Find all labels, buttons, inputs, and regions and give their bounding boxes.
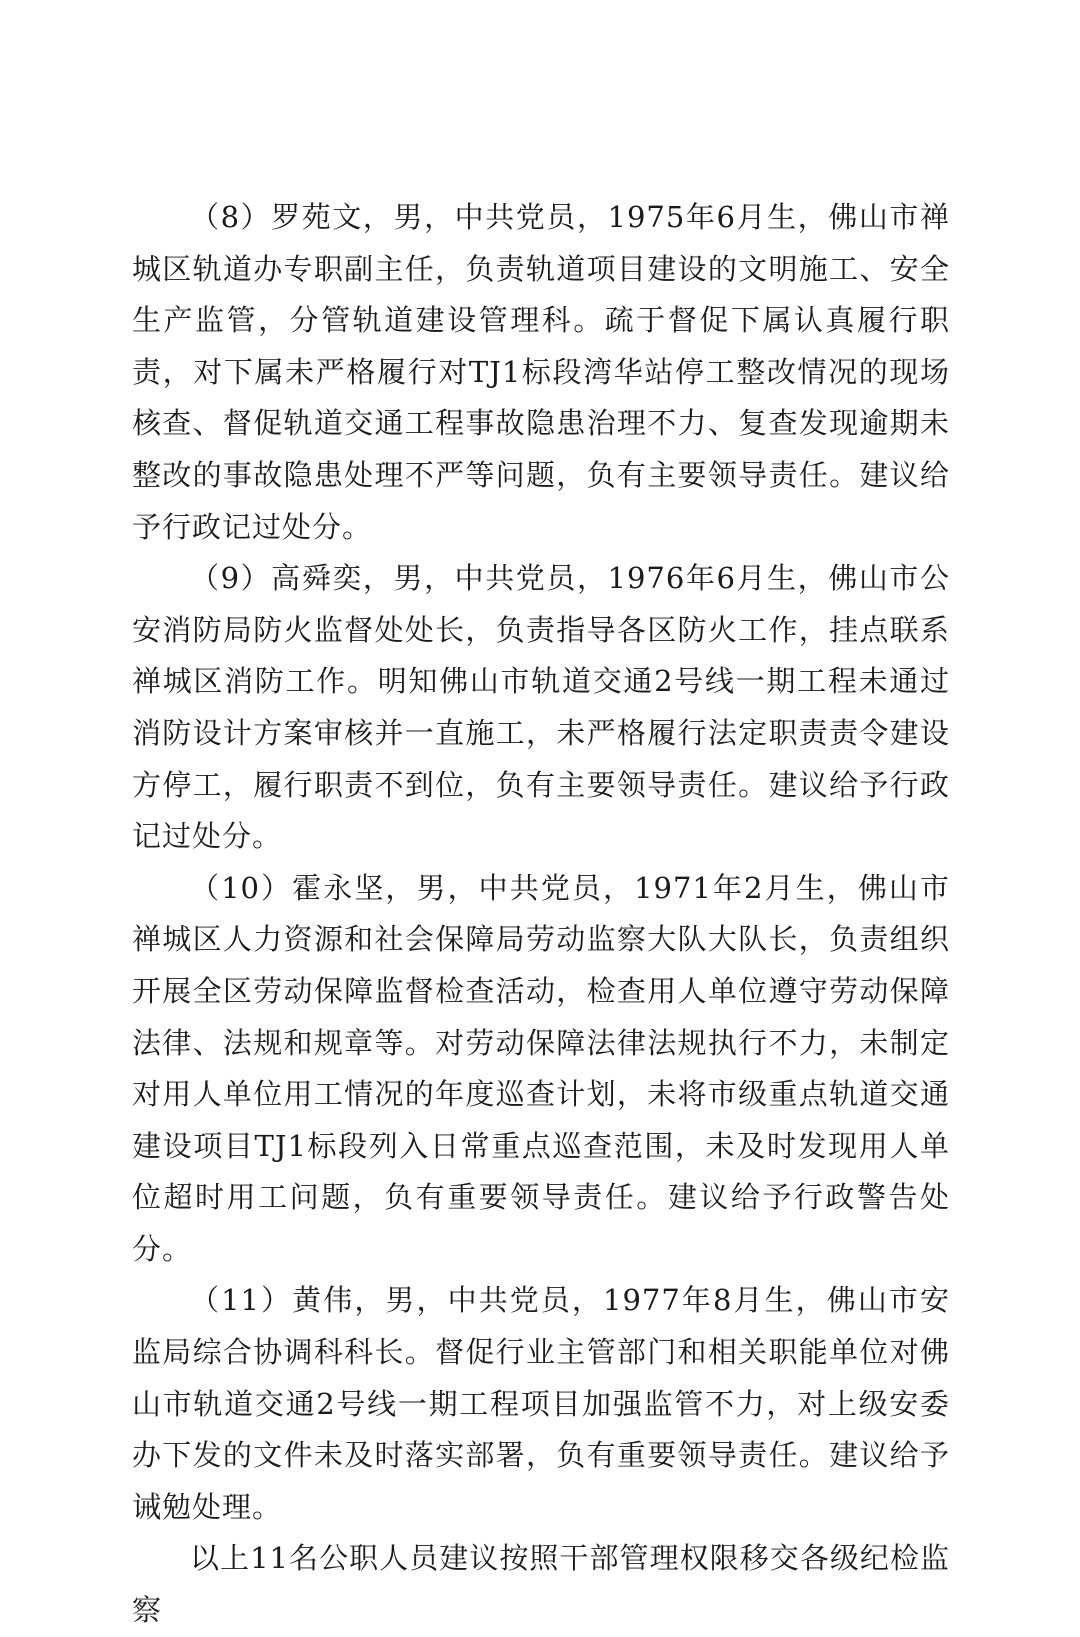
- paragraph-11: （11）黄伟，男，中共党员，1977年8月生，佛山市安监局综合协调科科长。督促行业主管部门和相关职能单位对佛山市轨道交通2号线一期工程项目加强监管不力，对上级安委办下发的文件未及时落实部署，负有重要领导责任。建议给予诫勉处理。: [132, 1283, 950, 1524]
- document-body: [132, 192, 950, 1637]
- paragraph-8: （8）罗苑文，男，中共党员，1975年6月生，佛山市禅城区轨道办专职副主任，负责轨道项目建设的文明施工、安全生产监管，分管轨道建设管理科。疏于督促下属认真履行职责，对下属未严格履行对TJ1标段湾华站停工整改情况的现场核查、督促轨道交通工程事故隐患治理不力、复查发现逾期未整改的事故隐患处理不严等问题，负有主要领导责任。建议给予行政记过处分。: [132, 200, 950, 544]
- paragraph-9: （9）高舜奕，男，中共党员，1976年6月生，佛山市公安消防局防火监督处处长，负责指导各区防火工作，挂点联系禅城区消防工作。明知佛山市轨道交通2号线一期工程未通过消防设计方案审核并一直施工，未严格履行法定职责责令建设方停工，履行职责不到位，负有主要领导责任。建议给予行政记过处分。: [132, 561, 950, 854]
- paragraph-10: （10）霍永坚，男，中共党员，1971年2月生，佛山市禅城区人力资源和社会保障局劳动监察大队大队长，负责组织开展全区劳动保障监督检查活动，检查用人单位遵守劳动保障法律、法规和规章等。对劳动保障法律法规执行不力，未制定对用人单位用工情况的年度巡查计划，未将市级重点轨道交通建设项目TJ1标段列入日常重点巡查范围，未及时发现用人单位超时用工问题，负有重要领导责任。建议给予行政警告处分。: [132, 870, 950, 1266]
- paragraph-summary: 以上11名公职人员建议按照干部管理权限移交各级纪检监察: [132, 1541, 950, 1628]
